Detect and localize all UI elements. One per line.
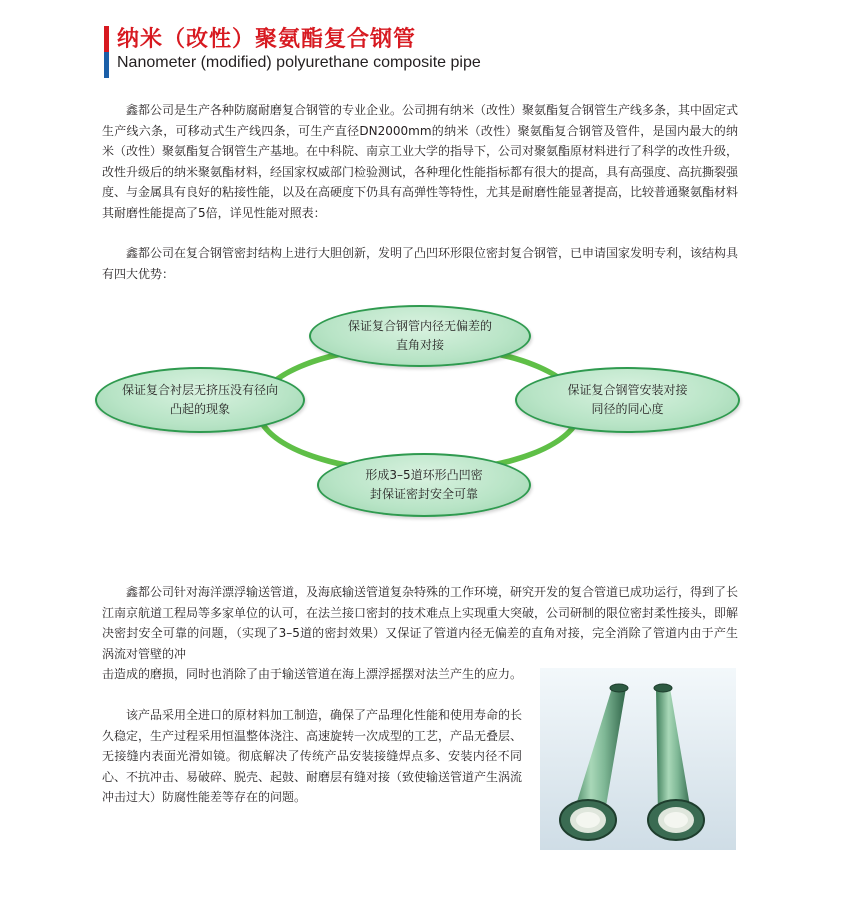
intro-paragraph: 鑫都公司是生产各种防腐耐磨复合钢管的专业企业。公司拥有纳米（改性）聚氨酯复合钢管生产线多条，其中固定式生产线六条，可移动式生产线四条，可生产直径DN2000mm的纳米（改性）聚氨酯复合钢管及管件，是国内最大的纳米（改性）聚氨酯复合钢管生产基地。在中科院、南京工业大学的指导下，公司对聚氨酯原材料进行了科学的改性升级，改性升级后的纳米聚氨酯材料，经国家权威部门检验测试，各种理化性能指标都有很大的提高，具有高强度、高抗撕裂强度、与金属具有良好的粘接性能，以及在高硬度下仍具有高弹性等特性，尤其是耐磨性能显著提高，比较普通聚氨酯材料其耐磨性能提高了5倍，详见性能对照表： xyxy=(102,103,739,220)
product-paragraph: 该产品采用全进口的原材料加工制造，确保了产品理化性能和使用寿命的长久稳定，生产过程采用恒温整体浇注、高速旋转一次成型的工艺，产品无叠层、无接缝内表面光滑如镜。彻底解决了传统产品安装接缝焊点多、安装内径不同心、不抗冲击、易破碎、脱壳、起鼓、耐磨层有缝对接（致使输送管道产生涡流冲击过大）防腐性能差等存在的问题。 xyxy=(102,708,523,804)
node-text: 封保证密封安全可靠 xyxy=(369,487,478,501)
innovation-paragraph: 鑫都公司在复合钢管密封结构上进行大胆创新，发明了凸凹环形限位密封复合钢管，已申请国家发明专利，该结构具有四大优势： xyxy=(102,246,739,281)
advantage-node-bottom xyxy=(317,453,531,517)
advantage-node-left xyxy=(95,367,305,433)
advantage-node-right xyxy=(515,367,740,433)
node-text: 直角对接 xyxy=(395,338,444,352)
node-text: 凸起的现象 xyxy=(169,402,230,416)
node-text: 保证复合钢管内径无偏差的 xyxy=(347,319,492,333)
node-text: 形成3–5道环形凸凹密 xyxy=(365,468,483,482)
title-accent-bar xyxy=(104,26,109,78)
node-text: 保证复合钢管安装对接 xyxy=(567,383,688,397)
application-paragraph-continued: 击造成的磨损，同时也消除了由于输送管道在海上漂浮摇摆对法兰产生的应力。 xyxy=(102,667,523,681)
page-subtitle: Nanometer (modified) polyurethane composite pipe xyxy=(117,54,481,71)
node-text: 同径的同心度 xyxy=(591,402,664,416)
advantage-node-top xyxy=(309,305,531,367)
advantages-diagram xyxy=(95,305,745,520)
page-title: 纳米（改性）聚氨酯复合钢管 xyxy=(117,27,417,52)
application-paragraph: 鑫都公司针对海洋漂浮输送管道，及海底输送管道复杂特殊的工作环境，研究开发的复合管道已成功运行，得到了长江南京航道工程局等多家单位的认可，在法兰接口密封的技术难点上实现重大突破，公司研制的限位密封柔性接头，即解决密封安全可靠的问题，（实现了3–5道的密封效果）又保证了管道内径无偏差的直角对接，完全消除了管道内由于产生涡流对管壁的冲 xyxy=(102,585,739,661)
node-text: 保证复合衬层无挤压没有径向 xyxy=(121,383,278,397)
pipe-photo xyxy=(540,668,736,850)
